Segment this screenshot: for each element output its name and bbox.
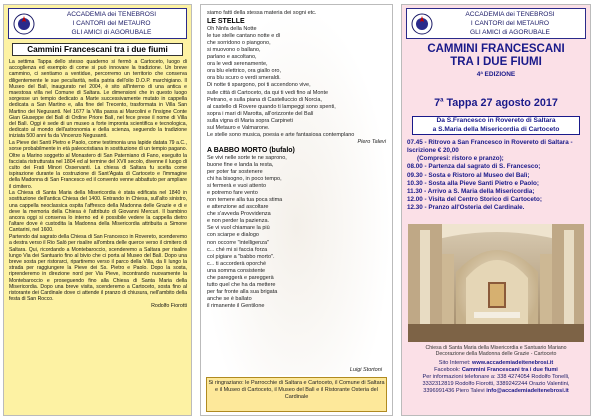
academy-line-3: GLI AMICI di AGORUBALE	[71, 28, 152, 36]
email-link[interactable]: info@accademiadeitenebrosi.it	[486, 388, 569, 394]
poem-line: una somma consistente	[207, 267, 266, 274]
academy-header	[406, 8, 586, 39]
poem-line: e non perder la pazienza.	[207, 218, 270, 225]
schedule-item: 10.30 - Sosta alla Pieve Santi Pietro e Paolo;	[407, 179, 539, 187]
poem-line: al castello di Rovere quando ti lampeggi sono spenti,	[207, 103, 336, 110]
event-title-line-1: CAMMINI FRANCESCANI	[427, 43, 565, 55]
paragraph: Partendo dal sagrato della Chiesa di San Francesco in Rovereto, scenderemo a destra verso il Rio Salò per risalire all'ombra delle querce verso il cimitero di Saltara. Qui, ricordando a Montebaroccio, scenderemo a Saltara per risalire lungo Via dei Santuario fino al bivio che ci porta al Museo del Balì. Dopo una breve sosta per ristorarci, ripartiremo verso il parco della Villa, da lì lungo la strada per raggiungere la Pieve dei Ss. Pietro e Paolo. Dopo la sosta, riprenderemo in direzione nord per Via Pieve, incontrando nuovamente la Montebaroccio e proseguendo fino alla Chiesa di Santa Maria della Misericordia. Dopo una breve visita, scenderemo a Cartoceto, sosta fino al ristorante dei Cardinale dove ci attende il pranzo di chiusura, nell'ambito della festa di San Rocco.	[9, 234, 187, 303]
schedule-item: 09.30 - Sosta e Ristoro al Museo del Balì;	[407, 171, 530, 179]
academy-line-1: ACCADEMIA dei TENEBROSI	[66, 11, 157, 18]
poem-line: le tue stelle cantano notte e dì	[207, 33, 281, 40]
schedule-list	[407, 139, 587, 212]
poem2-signature: Luigi Stortoni	[349, 367, 382, 373]
poem-line: col pigiare a "babbo morto".	[207, 253, 275, 260]
poem-line: che s'avveda Provvidenza	[207, 211, 271, 218]
info-line-2: 3332312819 Rodolfo Fiorotti, 3389242244 Orazio Valentini,	[422, 381, 570, 387]
poem1-signature: Piero Talevi	[357, 138, 386, 145]
academy-lines	[39, 11, 184, 37]
poem-line: ora le vedi serenamente,	[207, 61, 268, 68]
schedule-time: 07.45	[407, 139, 423, 146]
info-line-1: Per informazioni telefonare a: 338 4274054 Rodolfo Tonelli,	[422, 374, 570, 380]
poem-line: non temere alla tua poca stima	[207, 197, 283, 204]
poem-line: ora blu scuro o verdi smeraldi.	[207, 75, 281, 82]
poem-line: non occorre "intelligenza"	[207, 239, 269, 246]
poem-line: il rimanente il Gentilone	[207, 302, 265, 309]
poem-line: chi ha bisogno, in poco tempo,	[207, 176, 282, 183]
academy-line-2: I CANTORI del METAURO	[470, 19, 550, 27]
brochure-panel-right	[401, 4, 591, 416]
intro-line: siamo fatti della stessa materia dei sogni etc.	[207, 10, 317, 16]
route-line-1: Da S.Francesco in Rovereto di Saltara	[436, 117, 556, 124]
schedule-item: 08.00 - Partenza dal sagrato di S. Francesco;	[407, 163, 541, 171]
poem-line: sulle città di Cartoceto, da qui ti vedi fino al Monte	[207, 89, 329, 96]
schedule-item: 12.00 - Visita del Centro Storico di Cartoceto;	[407, 196, 542, 204]
contact-block	[406, 360, 586, 395]
route-line-2: a S.Maria della Misericordia di Cartoceto	[432, 125, 560, 133]
poem-line: tutto quel che ha da mettere	[207, 281, 276, 288]
schedule-time: 12.00	[407, 196, 423, 204]
schedule-text: Arrivo a S. Maria della Misericordia;	[427, 187, 535, 195]
paragraph: La Pieve dei Santi Pietro e Paolo, come testimonia una lapide datata 79 a.C., sorse probabilmente in età paleocristiana in sostituzione di un tempio pagano. Oltre a Marino soggetto al Monastero di San Paterniano di Fano, eseguito la facciata ristrutturata nel 1804 ed al termine del XVII secolo, divenne il luogo di culto dei Frati Minori Osservanti. La chiesa di Saltara fu scelta come ispirazione durante la costruzione di Sant'Agata di Cartoceto e l'immagine della Madonna di San Francesco ed il convento venne abbattuto per ampliare il cimitero.	[9, 140, 187, 190]
church-interior-image	[408, 224, 584, 342]
panel1-signature: Rodolfo Fiorotti	[151, 302, 187, 309]
poem-line: e attenzione ad ascoltare	[207, 204, 269, 211]
poem-line: sul Metauro e Valmarone.	[207, 124, 270, 131]
event-title-line-2: TRA I DUE FIUMI	[450, 56, 542, 68]
schedule-text: Partenza dal sagrato di S. Francesco;	[428, 163, 541, 171]
website-label: Sito Internet:	[438, 360, 471, 366]
poem2-lines	[207, 155, 386, 310]
caption-line-1: Chiesa di Santa Maria della Misericordia e Santuario Mariano	[425, 345, 567, 351]
schedule-item	[407, 155, 587, 163]
poem-line: si fermerà e vuoi attento	[207, 183, 267, 190]
stage-ordinal: a	[440, 97, 444, 104]
schedule-item: 07.45 - Ritrovo a San Francesco in Rovereto di Saltara - Iscrizione € 20,00	[407, 139, 573, 155]
poem1-lines	[207, 26, 386, 139]
poem-line: ora blu elettrico, ora giallo oro,	[207, 68, 281, 75]
paragraph: La Chiesa di Santa Maria della Misericordia è stata edificata nel 1840 in sostituzione dell'antica Chiesa del 1400. Entrando in Chiesa, sull'alto sinistro, una cappella neoclassica ospita l'affresco della Madonna delle Grazie e di e deve la memoria della Chiesa è l'attributo di Giovanni Mercuri. Il bambino ancora oggi si conserva lo interno ed è possibile vedere la cappella dietro l'altare dove è custodita la Madonna della Misericordia attribuita a Simone Cantarini, nel 1600.	[9, 190, 187, 234]
route-box	[412, 116, 580, 135]
poems-block	[207, 10, 386, 310]
academy-lines	[437, 11, 583, 37]
facebook-label: Facebook:	[434, 367, 461, 373]
academy-line-2: I CANTORI del METAURO	[72, 19, 151, 27]
poem-line: e potremo fare vento	[207, 190, 258, 197]
photo-caption	[406, 345, 586, 357]
poem-line: si muovono o ballano,	[207, 47, 261, 54]
schedule-time: 11.30	[407, 187, 423, 195]
website-link[interactable]: www.accademiadeitenebrosi.it	[472, 360, 554, 366]
schedule-text: Pranzo all'Osteria del Cardinale.	[428, 204, 525, 212]
schedule-time: 12.30	[407, 204, 423, 212]
poem-line: per poter far sostenere	[207, 169, 263, 176]
academy-line-3: GLI AMICI di AGORUBALE	[470, 28, 550, 36]
poem-line: c... ché mi si faccia forza	[207, 246, 268, 253]
schedule-item: 11.30 - Arrivo a S. Maria della Misericordia;	[407, 187, 535, 195]
brochure-panel-center	[200, 4, 393, 416]
poem-line: Di notte ti spargono, poi ti accendono vive,	[207, 82, 311, 89]
academy-logo-icon	[13, 13, 35, 35]
schedule-text: Visita del Centro Storico di Cartoceto;	[428, 196, 542, 204]
schedule-text: Sosta e Ristoro al Museo del Balì;	[428, 171, 530, 179]
facebook-link[interactable]: Cammini Francescani tra i due fiumi	[461, 367, 558, 373]
edition-label: 4ª EDIZIONE	[476, 71, 516, 78]
poem-line: con sciarpe e dialogo	[207, 232, 259, 239]
info-line-3	[406, 388, 586, 395]
schedule-text: (Compresi: ristoro e pranzo);	[417, 155, 504, 163]
poem-line: parlano e ascoltano,	[207, 54, 257, 61]
schedule-text: Sosta alla Pieve Santi Pietro e Paolo;	[428, 179, 539, 187]
poem2-title: A BABBO MORTO (bufalo)	[207, 146, 295, 154]
stage-text: Tappa 27 agosto 2017	[446, 97, 558, 109]
stage-date	[402, 97, 590, 109]
event-title	[402, 43, 590, 69]
thanks-box: Si ringraziano: le Parrocchie di Saltara e Cartoceto, il Comune di Saltara e il Museo di Cartoceto, il Museo del Balì e il Ristorante Osteria del Cardinale	[206, 377, 387, 412]
panel1-title: Cammini Francescani tra i due fiumi	[12, 43, 183, 56]
poem-line: sopra i mari di Marotta, all'orizzonte del Balì	[207, 110, 314, 117]
poem-line: Petrano, e sulla piana di Castelluccio di Norcia,	[207, 96, 322, 103]
schedule-time: 09.30	[407, 171, 423, 179]
academy-header	[8, 8, 187, 39]
schedule-time: 10.30	[407, 179, 423, 187]
poem-line: Oh Ninfa della Notte	[207, 26, 257, 33]
academy-logo-icon	[411, 13, 433, 35]
stage-number: 7	[434, 97, 441, 109]
poem-line: che pareggerà e pareggerà	[207, 274, 274, 281]
paragraph: La settima Tappa dello stesso quaderno si fermò a Cartoceto, luogo di accoglienza ed esempio di come si può innovare la tradizione. Un breve cammino, ci sentiamo a ventidue, percorremo un territorio che conserva diligentemente le sue peculiarità, nella patria dell'olio D.O.P. marchigiano. Il Museo del Balì, inaugurato nel 2004, è sito all'interno di una antica e maestosa villa nel Comune di Saltara. Le dimensioni che in questo luogo sorgesse un tempio dedicato a Marte successivamente mutato in cappella dedicata a San Martino e, alla fine del Trecento, trasformata in Villa San Martino dei Negusanti. Nel 1677 la Villa passa ai Marcolini e l'insigne Conte Gian Giuseppe del Balì di Ordine Priore Balì, nel fece prese il nome di Villa del Balì. Oggi è sede di un museo a forte impronta scientifica e tecnologica, dedicato al mondo dell'astronomia e della scienza, seguendo la tradizione iniziata 500 anni fa da Vincenzo Negusanti.	[9, 59, 187, 140]
website-line	[406, 360, 586, 367]
poem-line: anche se è ballato	[207, 295, 252, 302]
caption-line-2: Decorazione della Madonna delle Grazie - Cartoceto	[435, 351, 557, 358]
schedule-time: 08.00	[407, 163, 423, 171]
brochure-panel-left	[3, 4, 192, 416]
schedule-text: Ritrovo a San Francesco in Rovereto di Saltara - Iscrizione € 20,00	[407, 139, 573, 155]
poem-line: Se vivi nelle sorte te ne saprono,	[207, 154, 287, 161]
info-line-3-text: 3396991436 Piero Talevi	[423, 388, 485, 394]
facebook-line	[406, 367, 586, 374]
church-interior-photo	[408, 224, 584, 342]
schedule-item: 12.30 - Pranzo all'Osteria del Cardinale.	[407, 204, 525, 212]
poem-line: buone fine e landa la resta,	[207, 161, 274, 168]
poem-line: Se vi vuol chiamare la più	[207, 225, 270, 232]
poem1-title: LE STELLE	[207, 18, 245, 26]
panel1-body	[9, 59, 187, 309]
poem-line: sulla vigna di Maria sopra Carpineti	[207, 117, 293, 124]
academy-line-1: ACCADEMIA dei TENEBROSI	[465, 11, 555, 18]
poem-line: Le stelle sono musica, poesia e arte fantasiosa contemplano	[207, 131, 355, 138]
poem-line: che sorridono o piangono,	[207, 40, 271, 47]
poem-line: c... ti accorderà oporché	[207, 260, 267, 267]
poem-line: per far fronte alla sua brigata	[207, 288, 278, 295]
